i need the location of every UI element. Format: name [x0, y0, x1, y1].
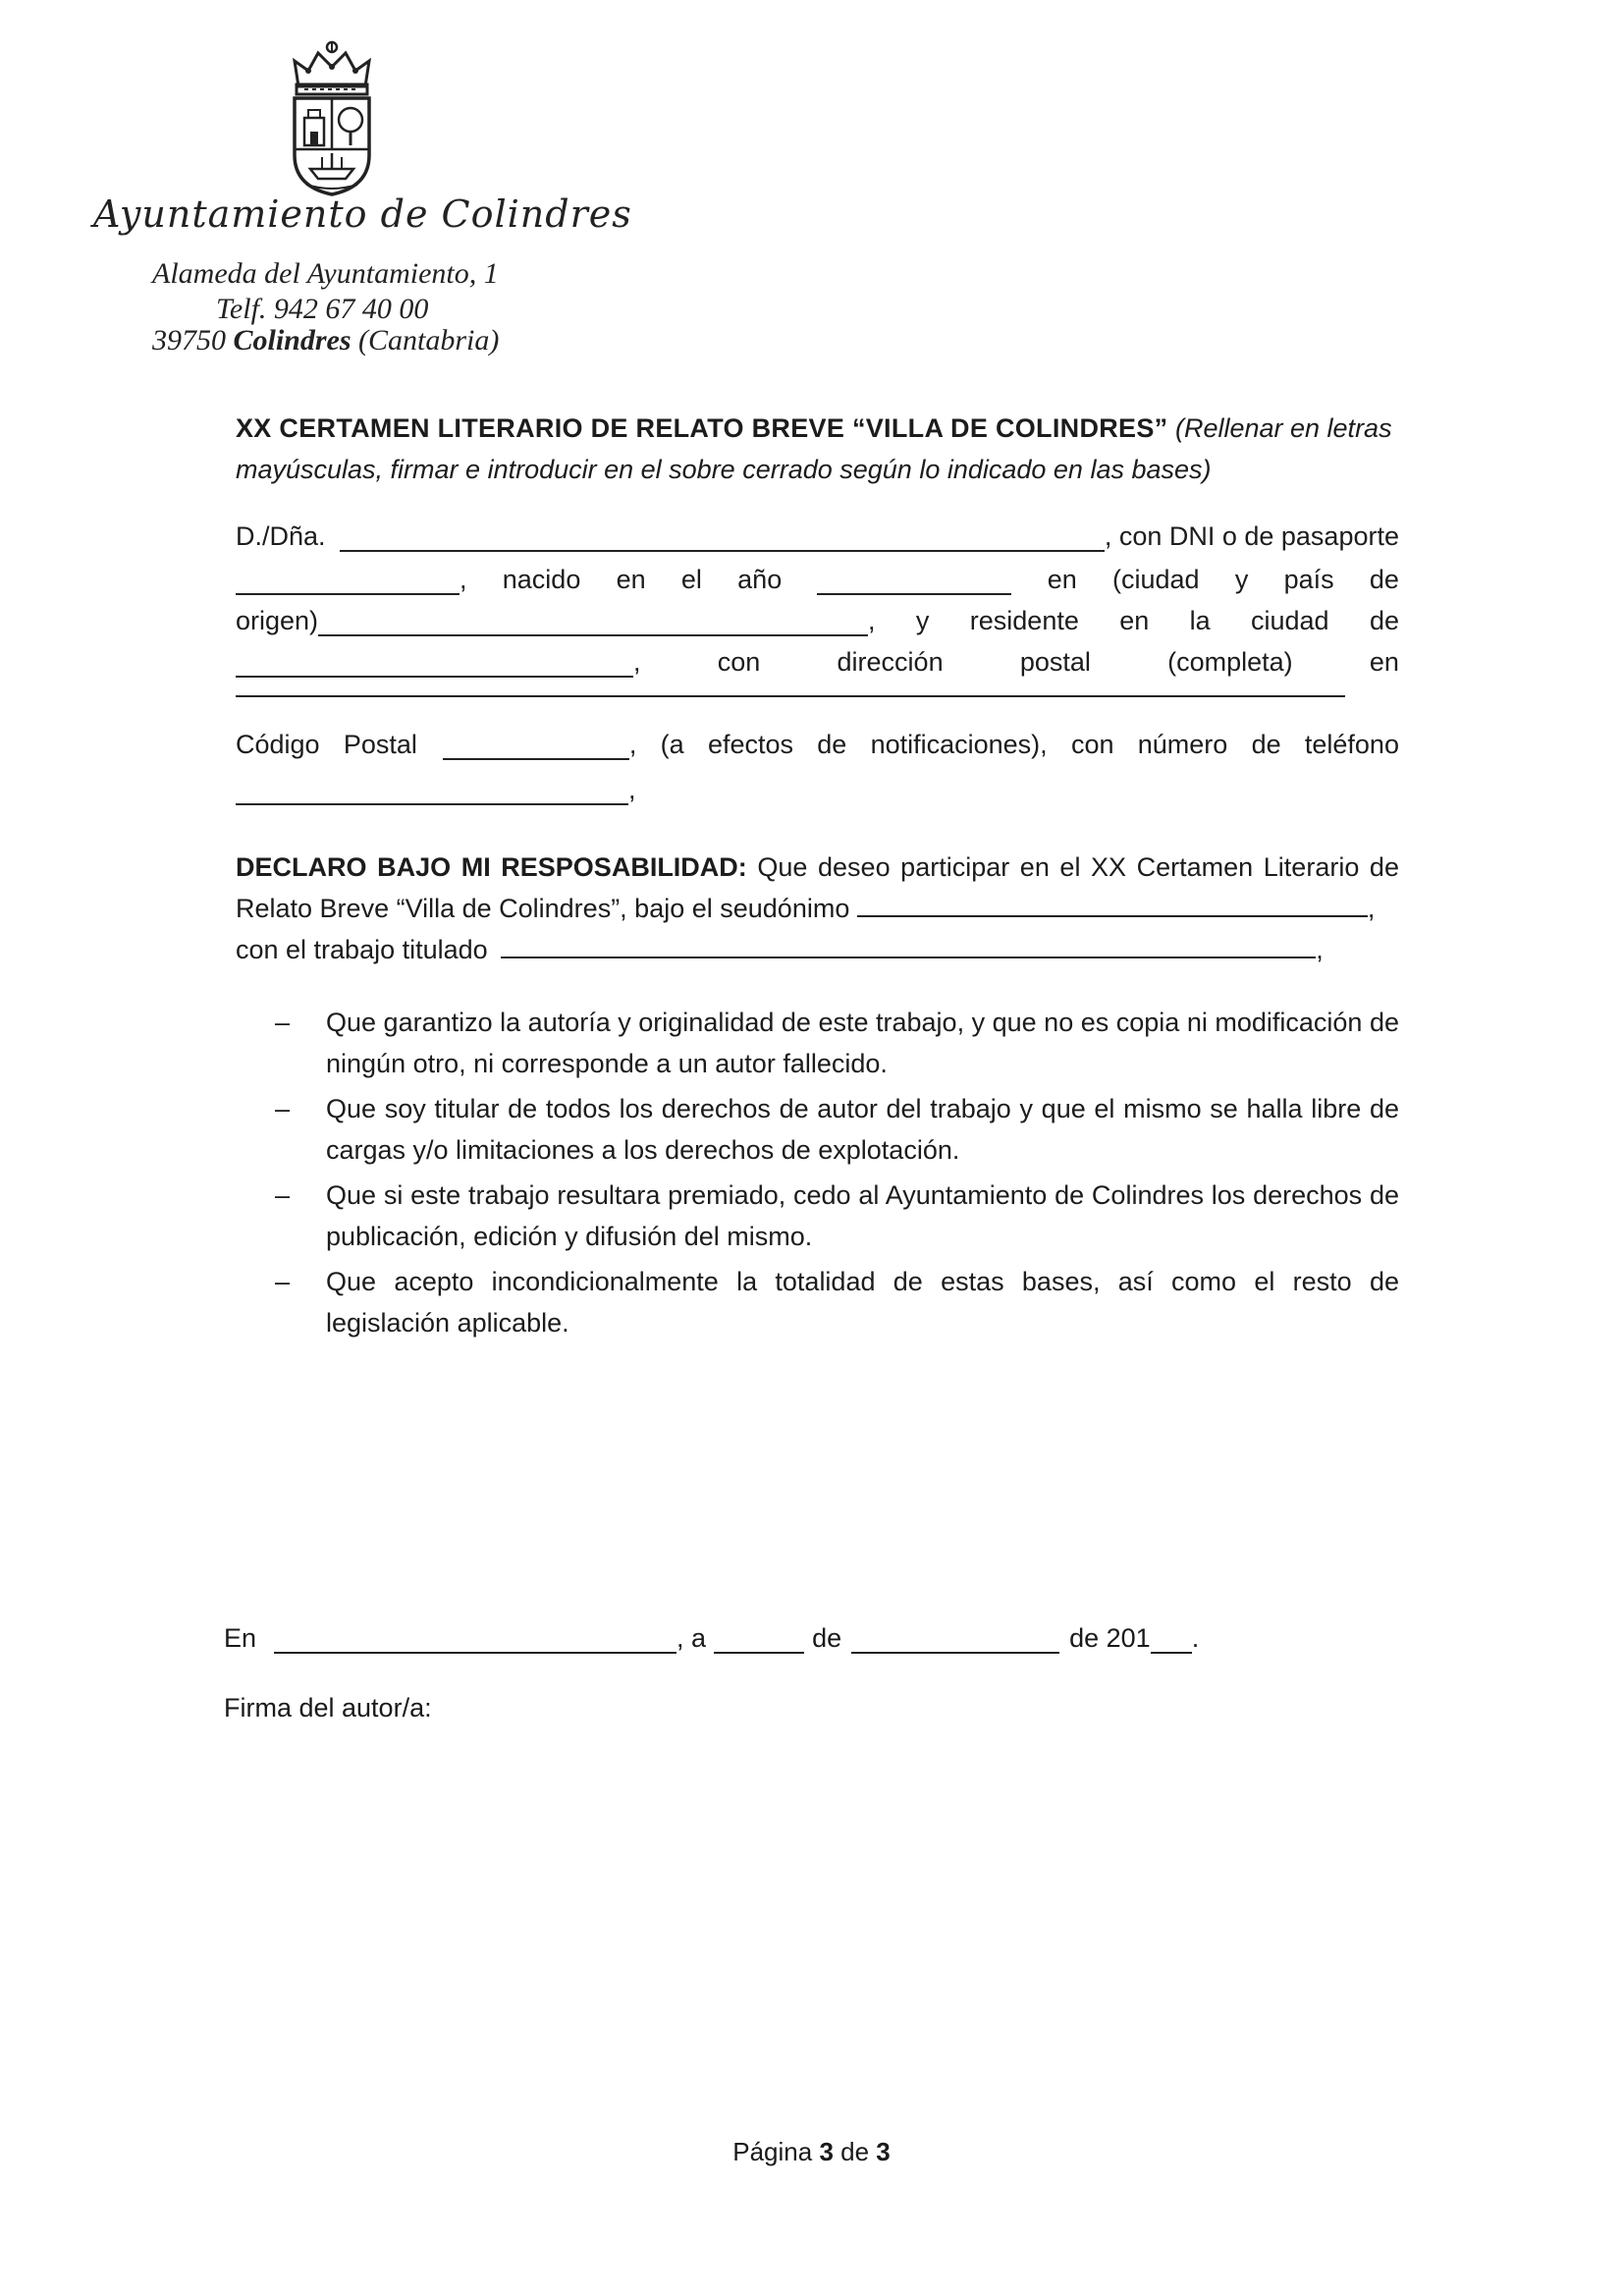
month-field[interactable]	[851, 1622, 1059, 1654]
conditions-list	[275, 1002, 1399, 1347]
list-item-text: Que acepto incondicionalmente la totalidad de estas bases, así como el resto de legislación aplicable.	[326, 1267, 1399, 1338]
postal-address	[152, 324, 499, 357]
word: Código	[236, 730, 320, 759]
word: el	[680, 565, 702, 594]
word: en	[1047, 565, 1077, 594]
form-row-name	[236, 520, 1399, 552]
organization-name: Ayuntamiento de Colindres	[93, 192, 632, 236]
page-of: de	[840, 2137, 870, 2166]
phone-field[interactable]	[236, 774, 628, 805]
declaration-text-2: con el trabajo titulado	[236, 935, 488, 964]
postal-address-field[interactable]	[236, 695, 1345, 697]
word: en	[1119, 606, 1150, 635]
year-field[interactable]	[1151, 1622, 1192, 1654]
work-title-field[interactable]	[501, 933, 1316, 958]
word: con	[717, 647, 761, 677]
dash-bullet: –	[275, 1094, 291, 1123]
label-origin: origen)	[236, 606, 319, 635]
word: con	[1070, 730, 1114, 759]
word: postal	[1019, 647, 1091, 677]
form-row-origin	[236, 605, 1399, 636]
list-item	[275, 1261, 1399, 1343]
comma: ,	[868, 606, 876, 635]
form-row-residence	[236, 646, 1399, 678]
word: año	[737, 565, 783, 594]
word: (a	[660, 730, 684, 759]
word: ciudad	[1251, 606, 1329, 635]
origin-field[interactable]	[318, 605, 868, 636]
signature-label: Firma del autor/a:	[224, 1693, 432, 1722]
region-name: (Cantabria)	[358, 324, 500, 356]
word: la	[1189, 606, 1211, 635]
comma: ,	[628, 730, 637, 759]
place-date-row	[224, 1622, 1255, 1654]
comma: ,	[460, 565, 467, 594]
dash-bullet: –	[275, 1180, 291, 1210]
contest-title: XX CERTAMEN LITERARIO DE RELATO BREVE “VILLA DE COLINDRES”	[236, 413, 1168, 443]
label-de: de	[812, 1623, 842, 1653]
word: de	[1369, 606, 1399, 635]
form-title	[236, 408, 1404, 490]
list-item-text: Que si este trabajo resultara premiado, cedo al Ayuntamiento de Colindres los derechos de publicación, edición y difusión del mismo.	[326, 1180, 1399, 1251]
city-name: Colindres	[233, 324, 352, 356]
word: en	[1369, 647, 1399, 677]
list-item-text: Que soy titular de todos los derechos de autor del trabajo y que el mismo se halla libre de cargas y/o limitaciones a los derechos de explotación.	[326, 1094, 1399, 1165]
form-row-postal-code	[236, 729, 1399, 760]
phone-number: Telf. 942 67 40 00	[216, 293, 429, 325]
form-row-phone	[236, 774, 648, 805]
declaration-text: Que deseo participar en el XX Certamen Literario de Relato Breve “Villa de Colindres”, bajo el seudónimo	[236, 852, 1399, 923]
list-item	[275, 1175, 1399, 1257]
word: país	[1283, 565, 1334, 594]
label-dni: , con DNI o de pasaporte	[1104, 521, 1399, 551]
comma: ,	[1367, 894, 1376, 923]
word: dirección	[837, 647, 944, 677]
list-item	[275, 1002, 1399, 1084]
comma: ,	[633, 647, 641, 677]
word: en	[616, 565, 646, 594]
dash-bullet: –	[275, 1267, 291, 1296]
page-label: Página	[732, 2137, 813, 2166]
dash-bullet: –	[275, 1008, 291, 1037]
word: (ciudad	[1112, 565, 1200, 594]
word: y	[915, 606, 930, 635]
word: número	[1137, 730, 1228, 759]
form-row-birth	[236, 564, 1399, 595]
period: .	[1191, 1623, 1200, 1653]
comma: ,	[1316, 935, 1324, 964]
page-number	[0, 2137, 1623, 2167]
comma: ,	[628, 775, 636, 804]
residence-city-field[interactable]	[236, 646, 633, 678]
birth-year-field[interactable]	[817, 564, 1011, 595]
name-field[interactable]	[340, 520, 1105, 552]
address-line: Alameda del Ayuntamiento, 1	[152, 257, 499, 290]
word: y	[1234, 565, 1249, 594]
label-a: , a	[676, 1623, 707, 1653]
word: de	[1251, 730, 1281, 759]
current-page: 3	[819, 2137, 834, 2166]
label-dona: D./Dña.	[236, 521, 326, 551]
day-field[interactable]	[714, 1622, 804, 1654]
word: efectos	[707, 730, 793, 759]
word: notificaciones),	[870, 730, 1048, 759]
place-field[interactable]	[274, 1622, 676, 1654]
label-en: En	[224, 1623, 257, 1653]
list-item	[275, 1088, 1399, 1171]
declaration	[236, 847, 1399, 970]
declaration-heading: DECLARO BAJO MI RESPOSABILIDAD:	[236, 852, 747, 882]
municipal-crest-icon	[285, 39, 379, 196]
postal-code: 39750	[152, 324, 226, 356]
word: teléfono	[1304, 730, 1399, 759]
word: nacido	[502, 565, 581, 594]
word: (completa)	[1167, 647, 1293, 677]
list-item-text: Que garantizo la autoría y originalidad de este trabajo, y que no es copia ni modificación de ningún otro, ni corresponde a un autor fallecido.	[326, 1008, 1399, 1078]
word: de	[1369, 565, 1399, 594]
label-de-year: de 201	[1069, 1623, 1151, 1653]
word: Postal	[343, 730, 417, 759]
dni-field[interactable]	[236, 564, 460, 595]
pseudonym-field[interactable]	[857, 892, 1368, 917]
postal-code-field[interactable]	[443, 729, 629, 760]
total-pages: 3	[876, 2137, 891, 2166]
word: residente	[969, 606, 1079, 635]
word: de	[817, 730, 847, 759]
instructions: (Rellenar en letras mayúsculas, firmar e introducir en el sobre cerrado según lo indicado en las bases)	[236, 413, 1392, 484]
